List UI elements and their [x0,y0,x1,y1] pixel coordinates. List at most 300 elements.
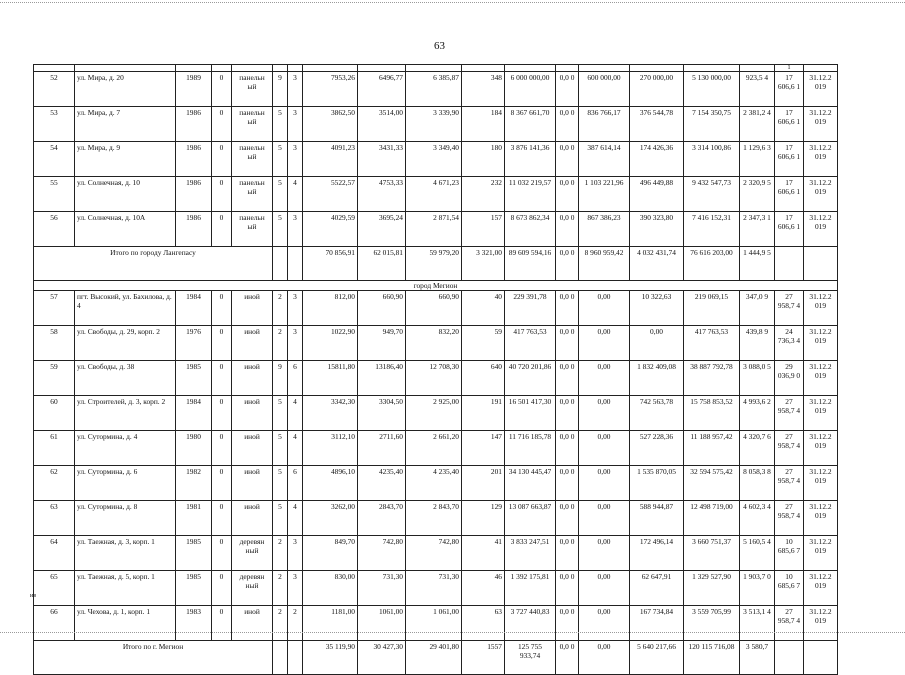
cell-num: 57 [34,291,75,326]
cell-c1: 8 673 862,34 [505,212,556,247]
cell-fl: 5 [273,501,288,536]
cell-c3: 600 000,00 [579,72,630,107]
cell-a3: 4 235,40 [406,466,462,501]
table-row [34,501,838,536]
cell-a2: 13186,40 [358,361,406,396]
cell-c5: 3 660 751,37 [684,536,740,571]
cell-c8: 31.12.2 019 [804,291,838,326]
cell-a2: 949,70 [358,326,406,361]
cell-mat: панельн ый [232,142,273,177]
cell-addr: ул. Мира, д. 9 [75,142,176,177]
cell-a2: 2711,60 [358,431,406,466]
table-cell [358,65,406,72]
cell-num: 66 [34,606,75,641]
cell-fl: 2 [273,291,288,326]
cell-c1: 13 087 663,87 [505,501,556,536]
cell-year: 1982 [176,466,212,501]
cell-fl: 2 [273,571,288,606]
cell-a1: 15811,80 [303,361,358,396]
table-row [34,212,838,247]
cell-c2: 0,0 0 [556,606,579,641]
cell-c4: 167 734,84 [630,606,684,641]
cell-zero: 0 [212,466,232,501]
cell-num: 56 [34,212,75,247]
cell-addr: ул. Сутормина, д. 8 [75,501,176,536]
total-row [34,641,838,675]
cell-num: 55 [34,177,75,212]
cell-n: 59 [462,326,505,361]
cell-fl: 5 [273,107,288,142]
total-row [34,247,838,281]
cell-mat: иной [232,501,273,536]
cell-zero: 0 [212,361,232,396]
cell-c1: 417 763,53 [505,326,556,361]
cell-c7: 17 606,6 1 [775,212,804,247]
cell-mat: панельн ый [232,212,273,247]
cell-n: 184 [462,107,505,142]
cell-a1: 1181,00 [303,606,358,641]
cell-fl: 5 [273,466,288,501]
cell-c1: 11 032 219,57 [505,177,556,212]
total-label: Итого по г. Мегион [34,641,273,675]
cell-addr: ул. Свободы, д. 29, корп. 2 [75,326,176,361]
cell-fl: 2 [273,536,288,571]
cell-a1: 849,70 [303,536,358,571]
cell-mat: панельн ый [232,107,273,142]
table-cell [212,65,232,72]
cell-addr: ул. Солнечная, д. 10 [75,177,176,212]
cell-c4: 527 228,36 [630,431,684,466]
cell-c3: 0,00 [579,291,630,326]
cell-zero: 0 [212,396,232,431]
cell-c7: 10 685,6 7 [775,536,804,571]
cell-num: 58 [34,326,75,361]
cell-c7: 27 958,7 4 [775,291,804,326]
cell-en: 3 [288,72,303,107]
cell-c6: 439,8 9 [740,326,775,361]
cell-c6: 2 381,2 4 [740,107,775,142]
cell-a2: 3514,00 [358,107,406,142]
cell-a2: 4753,33 [358,177,406,212]
total-n: 1557 [462,641,505,675]
cell-a2: 742,80 [358,536,406,571]
cell-a3: 2 843,70 [406,501,462,536]
table-cell [34,65,75,72]
cell-en: 6 [288,466,303,501]
cell-a3: 2 661,20 [406,431,462,466]
cell-c5: 11 188 957,42 [684,431,740,466]
cell-n: 147 [462,431,505,466]
cell-c8: 31.12.2 019 [804,606,838,641]
cell-addr: ул. Мира, д. 20 [75,72,176,107]
cell-en: 3 [288,291,303,326]
cell-c3: 0,00 [579,501,630,536]
cell-n: 348 [462,72,505,107]
cell-c6: 3 088,0 5 [740,361,775,396]
cell-mat: панельн ый [232,72,273,107]
cell-num: 53 [34,107,75,142]
cell-c8: 31.12.2 019 [804,212,838,247]
cell-en: 4 [288,431,303,466]
cell-c7: 29 036,9 0 [775,361,804,396]
total-c2: 0,0 0 [556,247,579,281]
cell-num: 62 [34,466,75,501]
housing-register-table [33,64,838,675]
cell-year: 1983 [176,606,212,641]
cell-c5: 38 887 792,78 [684,361,740,396]
total-a1: 35 119,90 [303,641,358,675]
cell-num: 59 [34,361,75,396]
total-empty [775,641,804,675]
cell-n: 40 [462,291,505,326]
cell-c3: 0,00 [579,536,630,571]
cell-c3: 0,00 [579,326,630,361]
total-empty [804,247,838,281]
cell-n: 157 [462,212,505,247]
scan-edge-bottom [0,632,905,633]
city-header: город Мегион [34,281,838,291]
cell-a3: 1 061,00 [406,606,462,641]
cell-n: 191 [462,396,505,431]
table-row [34,606,838,641]
total-c4: 4 032 431,74 [630,247,684,281]
cell-year: 1984 [176,291,212,326]
cell-addr: ул. Строителей, д. 3, корп. 2 [75,396,176,431]
cell-num: 63 [34,501,75,536]
cell-en: 3 [288,326,303,361]
cell-c5: 7 416 152,31 [684,212,740,247]
cell-c1: 229 391,78 [505,291,556,326]
cell-addr: ул. Таежная, д. 3, корп. 1 [75,536,176,571]
cell-c1: 34 130 445,47 [505,466,556,501]
cell-c7: 17 606,6 1 [775,107,804,142]
cell-c4: 376 544,78 [630,107,684,142]
table-row [34,291,838,326]
cell-mat: иной [232,606,273,641]
cell-num: 52 [34,72,75,107]
cell-zero: 0 [212,107,232,142]
cell-a3: 742,80 [406,536,462,571]
cell-en: 3 [288,571,303,606]
cell-fl: 9 [273,361,288,396]
cell-en: 4 [288,177,303,212]
cell-a3: 4 671,23 [406,177,462,212]
cell-c4: 1 535 870,05 [630,466,684,501]
cell-c2: 0,0 0 [556,142,579,177]
cell-a2: 1061,00 [358,606,406,641]
cell-zero: 0 [212,431,232,466]
cell-mat: панельн ый [232,177,273,212]
table-body [34,65,838,675]
cell-c8: 31.12.2 019 [804,177,838,212]
table-cell [740,65,775,72]
cell-mat: иной [232,361,273,396]
cell-c8: 31.12.2 019 [804,326,838,361]
cell-c6: 4 602,3 4 [740,501,775,536]
cell-addr: ул. Свободы, д. 38 [75,361,176,396]
cell-c4: 10 322,63 [630,291,684,326]
cell-mat: иной [232,291,273,326]
table-row-fragment [34,65,838,72]
cell-a1: 3262,00 [303,501,358,536]
total-empty [273,641,288,675]
total-a3: 59 979,20 [406,247,462,281]
cell-addr: пгт. Высокий, ул. Бахилова, д. 4 [75,291,176,326]
cell-c3: 0,00 [579,396,630,431]
cell-a2: 3304,50 [358,396,406,431]
table-cell [273,65,288,72]
cell-en: 4 [288,501,303,536]
cell-fl: 5 [273,212,288,247]
cell-c5: 3 559 705,99 [684,606,740,641]
cell-c2: 0,0 0 [556,431,579,466]
city-header-row [34,281,838,291]
cell-c8: 31.12.2 019 [804,396,838,431]
cell-c3: 0,00 [579,361,630,396]
cell-c1: 3 833 247,51 [505,536,556,571]
cell-c3: 0,00 [579,466,630,501]
cell-a3: 6 385,87 [406,72,462,107]
cell-c7: 17 606,6 1 [775,72,804,107]
cell-c6: 3 513,1 4 [740,606,775,641]
cell-n: 129 [462,501,505,536]
cell-c2: 0,0 0 [556,107,579,142]
cell-c7: 27 958,7 4 [775,466,804,501]
cell-en: 2 [288,606,303,641]
cell-c1: 40 720 201,86 [505,361,556,396]
cell-c3: 836 766,17 [579,107,630,142]
table-cell [75,65,176,72]
table-cell: 1 [775,65,804,72]
total-a2: 30 427,30 [358,641,406,675]
total-empty [273,247,288,281]
table-cell [232,65,273,72]
cell-c1: 6 000 000,00 [505,72,556,107]
cell-n: 46 [462,571,505,606]
cell-c4: 742 563,78 [630,396,684,431]
cell-c4: 390 323,80 [630,212,684,247]
cell-c6: 4 993,6 2 [740,396,775,431]
cell-en: 3 [288,142,303,177]
cell-fl: 2 [273,606,288,641]
cell-c3: 1 103 221,96 [579,177,630,212]
table-row [34,177,838,212]
total-c5: 120 115 716,08 [684,641,740,675]
cell-c5: 15 758 853,52 [684,396,740,431]
cell-zero: 0 [212,212,232,247]
cell-c5: 3 314 100,86 [684,142,740,177]
table-row [34,142,838,177]
cell-year: 1989 [176,72,212,107]
cell-c1: 1 392 175,81 [505,571,556,606]
cell-c2: 0,0 0 [556,396,579,431]
cell-c6: 923,5 4 [740,72,775,107]
cell-a1: 3112,10 [303,431,358,466]
table-cell [556,65,579,72]
cell-c4: 172 496,14 [630,536,684,571]
cell-year: 1984 [176,396,212,431]
total-n: 3 321,00 [462,247,505,281]
cell-addr: ул. Сутормина, д. 4 [75,431,176,466]
cell-c7: 27 958,7 4 [775,396,804,431]
table-row [34,361,838,396]
corner-mark: ив [30,593,37,599]
table-cell [630,65,684,72]
table-row [34,396,838,431]
cell-c2: 0,0 0 [556,466,579,501]
total-c5: 76 616 203,00 [684,247,740,281]
cell-en: 6 [288,361,303,396]
cell-fl: 9 [273,72,288,107]
cell-year: 1980 [176,431,212,466]
cell-c6: 1 129,6 3 [740,142,775,177]
table-row [34,536,838,571]
cell-a3: 832,20 [406,326,462,361]
cell-c2: 0,0 0 [556,501,579,536]
cell-zero: 0 [212,72,232,107]
cell-fl: 5 [273,142,288,177]
cell-c7: 10 685,6 7 [775,571,804,606]
cell-num: 64 [34,536,75,571]
cell-c6: 347,0 9 [740,291,775,326]
cell-a1: 4896,10 [303,466,358,501]
cell-c6: 2 320,9 5 [740,177,775,212]
total-empty [804,641,838,675]
cell-a2: 6496,77 [358,72,406,107]
cell-fl: 5 [273,431,288,466]
cell-c6: 2 347,3 1 [740,212,775,247]
cell-c7: 24 736,3 4 [775,326,804,361]
cell-c1: 8 367 661,70 [505,107,556,142]
table-cell [462,65,505,72]
page-number: 63 [434,40,445,52]
cell-year: 1986 [176,107,212,142]
cell-c4: 588 944,87 [630,501,684,536]
cell-en: 3 [288,212,303,247]
table-cell [176,65,212,72]
cell-a2: 2843,70 [358,501,406,536]
table-row [34,72,838,107]
cell-a2: 3431,33 [358,142,406,177]
cell-fl: 5 [273,177,288,212]
cell-c8: 31.12.2 019 [804,361,838,396]
cell-c5: 417 763,53 [684,326,740,361]
cell-c6: 5 160,5 4 [740,536,775,571]
cell-c4: 0,00 [630,326,684,361]
cell-c4: 270 000,00 [630,72,684,107]
cell-c5: 7 154 350,75 [684,107,740,142]
total-empty [288,247,303,281]
cell-addr: ул. Солнечная, д. 10А [75,212,176,247]
cell-c8: 31.12.2 019 [804,466,838,501]
table-cell [303,65,358,72]
cell-c5: 1 329 527,90 [684,571,740,606]
cell-c8: 31.12.2 019 [804,142,838,177]
cell-mat: иной [232,326,273,361]
total-empty [288,641,303,675]
cell-a3: 660,90 [406,291,462,326]
cell-num: 54 [34,142,75,177]
cell-a3: 3 349,40 [406,142,462,177]
cell-c6: 4 320,7 6 [740,431,775,466]
cell-en: 3 [288,536,303,571]
cell-a1: 812,00 [303,291,358,326]
cell-year: 1985 [176,536,212,571]
cell-c6: 8 058,3 8 [740,466,775,501]
cell-c6: 1 903,7 0 [740,571,775,606]
total-c6: 3 580,7 [740,641,775,675]
cell-zero: 0 [212,291,232,326]
cell-addr: ул. Сутормина, д. 6 [75,466,176,501]
cell-a2: 731,30 [358,571,406,606]
cell-year: 1986 [176,142,212,177]
cell-fl: 5 [273,396,288,431]
table-row [34,466,838,501]
cell-c7: 27 958,7 4 [775,501,804,536]
cell-zero: 0 [212,606,232,641]
cell-a1: 4091,23 [303,142,358,177]
cell-year: 1985 [176,571,212,606]
table-cell [288,65,303,72]
cell-c8: 31.12.2 019 [804,536,838,571]
cell-c8: 31.12.2 019 [804,72,838,107]
cell-c4: 1 832 409,08 [630,361,684,396]
cell-mat: иной [232,431,273,466]
cell-a3: 3 339,90 [406,107,462,142]
cell-addr: ул. Мира, д. 7 [75,107,176,142]
cell-year: 1981 [176,501,212,536]
total-a3: 29 401,80 [406,641,462,675]
cell-fl: 2 [273,326,288,361]
table-cell [505,65,556,72]
cell-a2: 3695,24 [358,212,406,247]
cell-year: 1976 [176,326,212,361]
cell-c3: 0,00 [579,571,630,606]
cell-c7: 17 606,6 1 [775,177,804,212]
cell-c8: 31.12.2 019 [804,431,838,466]
cell-c3: 867 386,23 [579,212,630,247]
cell-c2: 0,0 0 [556,536,579,571]
total-a1: 70 856,91 [303,247,358,281]
cell-c1: 16 501 417,30 [505,396,556,431]
cell-num: 65 [34,571,75,606]
cell-c1: 3 727 440,83 [505,606,556,641]
cell-year: 1986 [176,177,212,212]
cell-c3: 0,00 [579,431,630,466]
cell-a1: 3862,50 [303,107,358,142]
cell-n: 63 [462,606,505,641]
cell-a1: 1022,90 [303,326,358,361]
cell-c5: 9 432 547,73 [684,177,740,212]
cell-c7: 27 958,7 4 [775,606,804,641]
cell-zero: 0 [212,501,232,536]
cell-a3: 12 708,30 [406,361,462,396]
cell-c5: 5 130 000,00 [684,72,740,107]
table-row [34,571,838,606]
cell-c7: 17 606,6 1 [775,142,804,177]
cell-a1: 5522,57 [303,177,358,212]
total-c1: 125 755 933,74 [505,641,556,675]
cell-addr: ул. Чехова, д. 1, корп. 1 [75,606,176,641]
cell-c2: 0,0 0 [556,177,579,212]
cell-year: 1985 [176,361,212,396]
cell-zero: 0 [212,326,232,361]
cell-num: 60 [34,396,75,431]
cell-a1: 830,00 [303,571,358,606]
cell-a3: 731,30 [406,571,462,606]
total-c1: 89 609 594,16 [505,247,556,281]
cell-addr: ул. Таежная, д. 5, корп. 1 [75,571,176,606]
